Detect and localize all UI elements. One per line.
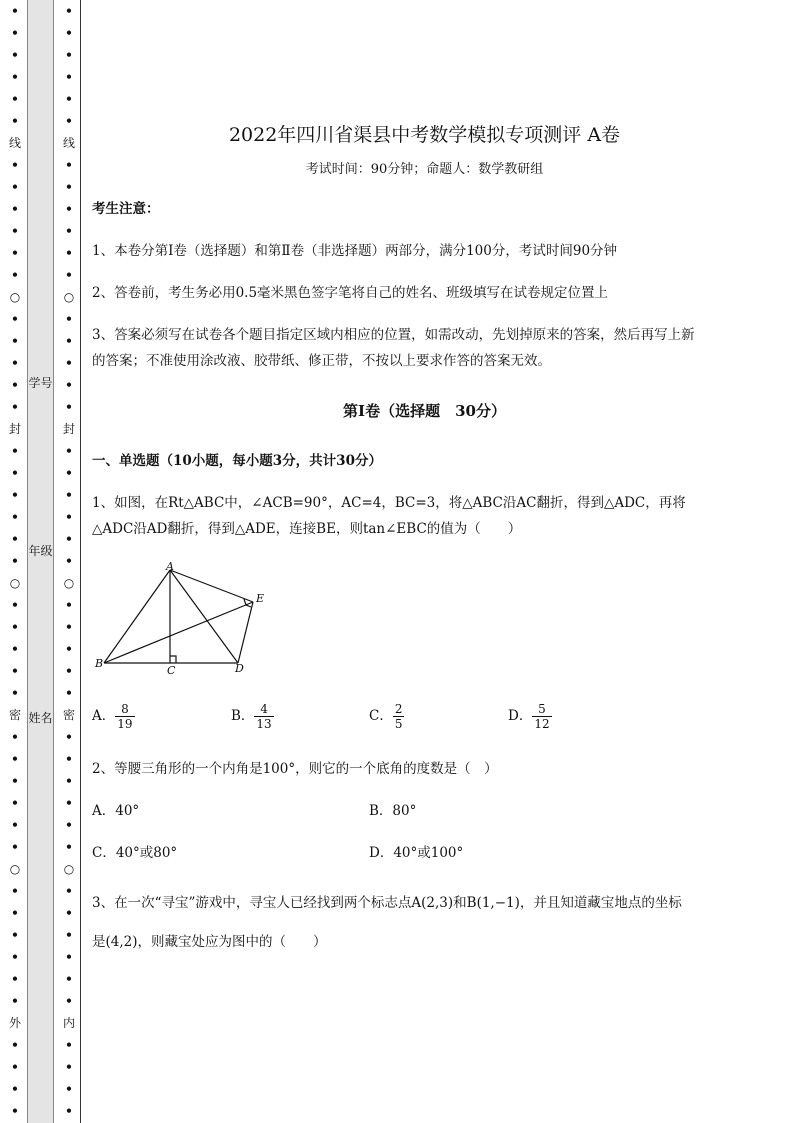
dot-mark: • [11,818,19,832]
q1-line2: △ADC沿AD翻折，得到△ADE，连接BE，则tan∠EBC的值为（ ） [92,521,522,537]
inner-col-seal-label: 封 [62,422,75,436]
margin-divider [80,0,81,1123]
vertex-c: C [167,664,176,677]
dot-mark: • [11,906,19,920]
dot-mark: • [11,48,19,62]
q2-option-c[interactable]: C．40°或80° [92,845,178,861]
student-id-label: 学号 [28,376,53,390]
dot-mark: • [65,356,73,370]
dot-mark: • [65,312,73,326]
q1-option-a[interactable]: A． $\frac{8}{19}$ [92,702,133,731]
dot-mark: • [11,994,19,1008]
dot-mark: • [11,400,19,414]
dot-mark: • [65,554,73,568]
q1-line1: 1、如图，在Rt△ABC中，∠ACB=90°，AC=4，BC=3，将△ABC沿AC翻折，得到△ADC，再将 [92,495,686,511]
dot-mark: • [65,620,73,634]
note-3: 3、答案必须写在试卷各个题目指定区域内相应的位置，如需改动，先划掉原来的答案，然后再写上新 [92,327,695,343]
dot-mark: • [65,180,73,194]
dot-mark: • [65,818,73,832]
dot-mark: • [65,796,73,810]
dot-mark: • [65,400,73,414]
dot-mark: • [65,466,73,480]
dot-mark: • [65,488,73,502]
dot-mark: • [65,906,73,920]
dot-mark: • [11,510,19,524]
inner-col-seal-label: 密 [62,708,75,722]
dot-mark: • [11,950,19,964]
q1-option-c[interactable]: C． $\frac{2}{5}$ [369,702,403,731]
dot-mark: • [65,268,73,282]
dot-mark: • [11,158,19,172]
exam-subtitle: 考试时间：90分钟；命题人：数学教研组 [305,162,544,177]
line-ae [170,570,253,602]
dot-mark: • [65,444,73,458]
dot-mark: • [65,774,73,788]
inner-col-seal-label: 内 [62,1016,75,1030]
notes-heading: 考生注意： [92,201,160,217]
dot-mark: • [65,928,73,942]
student-info-strip [27,0,54,1123]
dot-mark: • [65,642,73,656]
dot-mark: • [65,686,73,700]
dot-mark: • [11,928,19,942]
dot-mark: • [11,1104,19,1118]
dot-mark: • [11,26,19,40]
q3-line2: 是(4,2)，则藏宝处应为图中的（ ） [92,934,327,950]
dot-mark: • [11,114,19,128]
dot-mark: • [65,510,73,524]
q1-option-b[interactable]: B． $\frac{4}{13}$ [231,702,272,731]
q2-option-b[interactable]: B．80° [369,803,417,819]
outer-col-seal-label: 密 [8,708,21,722]
dot-mark: • [11,488,19,502]
dot-mark: • [65,730,73,744]
vertex-d: D [235,662,244,675]
dot-mark: • [65,1060,73,1074]
dot-mark: • [11,180,19,194]
q2-text: 2、等腰三角形的一个内角是100°，则它的一个底角的度数是（ ） [92,761,498,777]
section-title: 第I卷（选择题 30分） [343,402,506,420]
circle-mark: ○ [63,290,75,304]
dot-mark: • [11,532,19,546]
q2-option-d[interactable]: D．40°或100° [369,845,464,861]
dot-mark: • [65,1038,73,1052]
dot-mark: • [11,4,19,18]
exam-content [92,0,757,1123]
dot-mark: • [11,1060,19,1074]
dot-mark: • [11,444,19,458]
dot-mark: • [11,554,19,568]
vertex-a: A [166,560,174,573]
dot-mark: • [65,224,73,238]
inner-col-seal-label: 线 [62,136,75,150]
outer-col-seal-label: 线 [8,136,21,150]
dot-mark: • [11,752,19,766]
dot-mark: • [65,26,73,40]
dot-mark: • [11,312,19,326]
dot-mark: • [65,664,73,678]
dot-mark: • [65,114,73,128]
q1-figure [94,560,274,678]
vertex-e: E [256,592,265,605]
dot-mark: • [11,796,19,810]
dot-mark: • [11,730,19,744]
dot-mark: • [11,1038,19,1052]
inner-dotted-margin [58,0,80,1123]
circle-mark: ○ [9,862,21,876]
dot-mark: • [11,378,19,392]
dot-mark: • [11,334,19,348]
dot-mark: • [11,972,19,986]
dot-mark: • [65,1082,73,1096]
dot-mark: • [11,202,19,216]
dot-mark: • [65,972,73,986]
dot-mark: • [65,70,73,84]
dot-mark: • [11,774,19,788]
exam-title: 2022年四川省渠县中考数学模拟专项测评 A卷 [228,124,621,146]
dot-mark: • [11,356,19,370]
q3-line1: 3、在一次“寻宝”游戏中，寻宝人已经找到两个标志点A(2,3)和B(1,−1)，并且知道藏宝地点的坐标 [92,895,682,911]
dot-mark: • [11,246,19,260]
dot-mark: • [65,4,73,18]
outer-col-seal-label: 封 [8,422,21,436]
circle-mark: ○ [9,576,21,590]
circle-mark: ○ [63,862,75,876]
dot-mark: • [65,246,73,260]
dot-mark: • [11,620,19,634]
outer-col-seal-label: 外 [8,1016,21,1030]
q2-option-a[interactable]: A．40° [92,803,140,819]
dot-mark: • [65,950,73,964]
dot-mark: • [65,202,73,216]
outer-dotted-margin [4,0,26,1123]
name-label: 姓名 [28,711,53,725]
note-2: 2、答卷前，考生务必用0.5毫米黑色签字笔将自己的姓名、班级填写在试卷规定位置上 [92,285,609,301]
vertex-b: B [95,657,104,670]
dot-mark: • [65,92,73,106]
right-angle-c [170,656,176,663]
circle-mark: ○ [63,576,75,590]
dot-mark: • [11,642,19,656]
line-ad [170,570,238,663]
dot-mark: • [65,378,73,392]
circle-mark: ○ [9,290,21,304]
dot-mark: • [11,466,19,480]
dot-mark: • [65,532,73,546]
dot-mark: • [65,48,73,62]
dot-mark: • [11,92,19,106]
dot-mark: • [11,268,19,282]
q1-option-d[interactable]: D． $\frac{5}{12}$ [508,702,550,731]
dot-mark: • [11,686,19,700]
dot-mark: • [65,598,73,612]
grade-label: 年级 [28,544,53,558]
dot-mark: • [65,840,73,854]
dot-mark: • [65,1104,73,1118]
dot-mark: • [11,884,19,898]
dot-mark: • [65,334,73,348]
note-1: 1、本卷分第I卷（选择题）和第Ⅱ卷（非选择题）两部分，满分100分，考试时间90分钟 [92,243,618,259]
dot-mark: • [65,158,73,172]
note-3-cont: 的答案；不准使用涂改液、胶带纸、修正带，不按以上要求作答的答案无效。 [92,353,551,369]
dot-mark: • [65,994,73,1008]
dot-mark: • [11,224,19,238]
dot-mark: • [11,70,19,84]
dot-mark: • [11,1082,19,1096]
dot-mark: • [11,840,19,854]
part-heading: 一、单选题（10小题，每小题3分，共计30分） [92,453,382,469]
dot-mark: • [65,884,73,898]
line-de [238,602,253,663]
dot-mark: • [65,752,73,766]
dot-mark: • [11,664,19,678]
dot-mark: • [11,598,19,612]
